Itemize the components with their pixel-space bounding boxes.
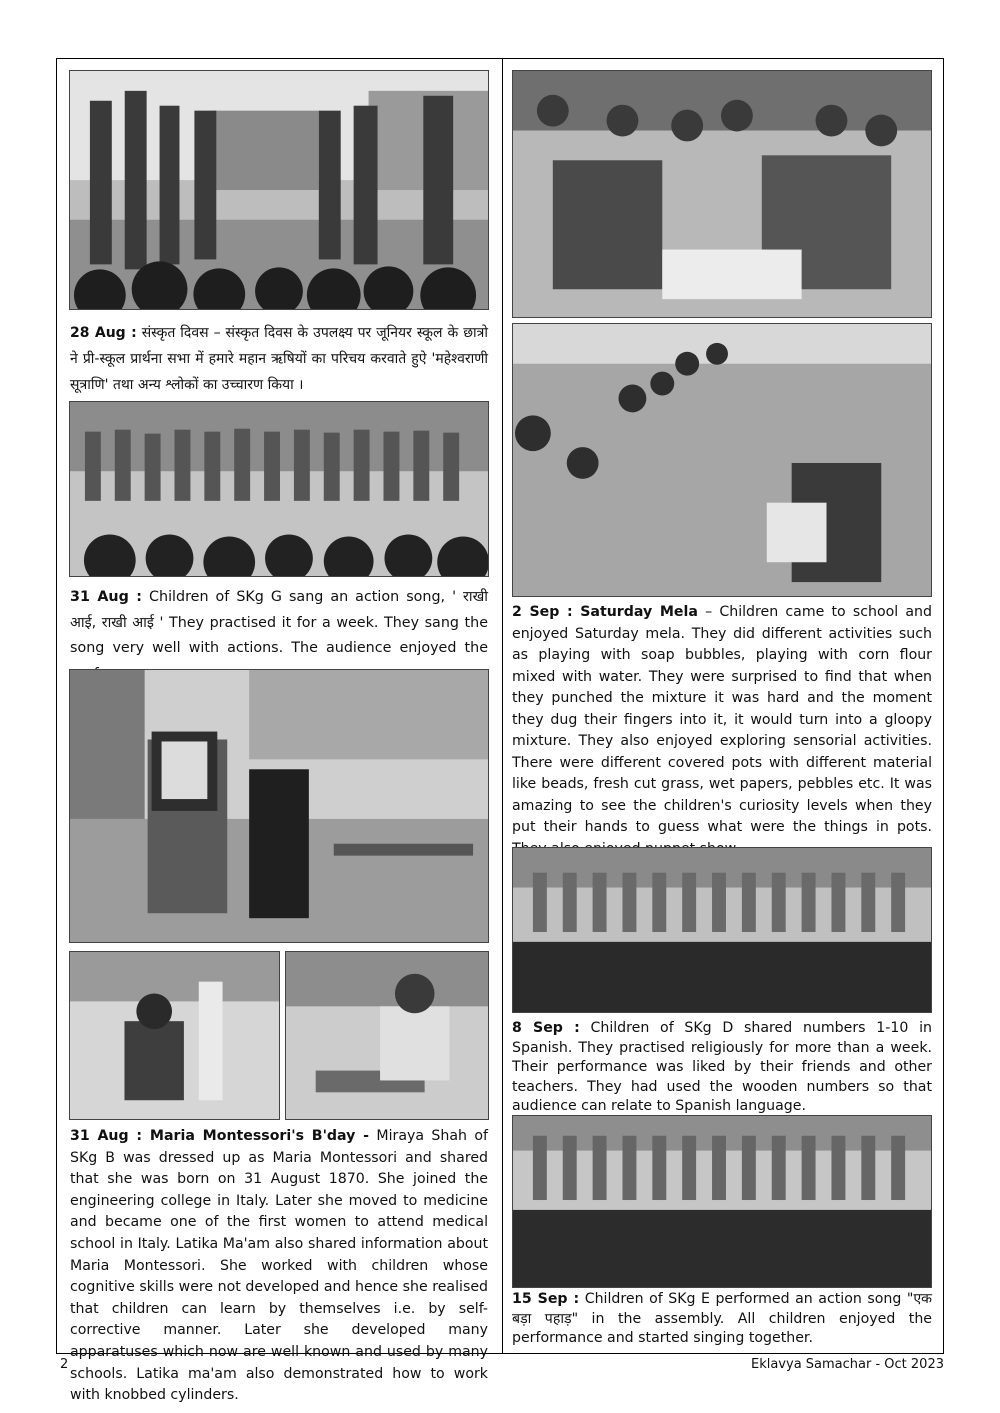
caption-date: 8 Sep : <box>512 1020 580 1036</box>
photo-montessori-tower <box>69 951 280 1120</box>
photo-action-song-assembly <box>512 1115 932 1288</box>
photo-montessori-dressup <box>69 669 489 943</box>
caption-date: 15 Sep : <box>512 1291 580 1307</box>
caption-text: – Children came to school and enjoyed Saturday mela. They did different activities such as playing with soap bubbles, playing with corn flour mixed with water. They were surprised to find that when they punched the mixture it was hard and the moment they dug their fingers into it, it would turn into a gloopy mixture. They also enjoyed exploring sensorial activities. There were different covered pots with different material like beads, fresh cut grass, wet papers, pebbles etc. It was amazing to see the children's curiosity levels when they put their hands to guess what were the things in pots. <box>512 604 932 835</box>
caption-text: Children of SKg D shared numbers 1-10 in Spanish. They practised religiously for more than a week. Their performance was liked by their friends and other teachers. They had used the wooden numbers so that audience can relate to Spanish language. <box>512 1020 932 1114</box>
photo-spanish-numbers <box>512 847 932 1013</box>
caption-text: Miraya Shah of SKg B was dressed up as Maria Montessori and shared that she was born on 31 August 1870. She joined the engineering college in Italy. Later she moved to medicine and became one of the first women to attend medical school in Italy. Latika Ma'am also shared information about Maria Montessori. She worked with children whose cognitive skills were not developed and hence she realised that children can learn by themselves i.e. by self-corrective manner. Later she developed many apparatuses which now are well known and used by many schools. Latika ma'am also demonstrated how to work with knobbed cylinders. <box>70 1128 488 1404</box>
photo-sanskrit-day <box>69 70 489 310</box>
column-divider <box>502 58 503 1354</box>
caption-spanish-numbers <box>512 1019 932 1117</box>
caption-date: 2 Sep : Saturday Mela <box>512 604 698 620</box>
caption-date: 28 Aug : <box>70 325 137 341</box>
caption-text: Children of SKg G sang an action song, ' राखी आई, राखी आई ' They practised it for a week. They sang the song very well with actions. The audience enjoyed the <box>70 589 489 656</box>
caption-text: Children of SKg E performed an action song "एक बड़ा पहाड़" in the assembly. All children enjoyed the performance and started singing together. <box>512 1291 933 1346</box>
caption-montessori-bday <box>70 1126 488 1407</box>
publication-footer: Eklavya Samachar - Oct 2023 <box>750 1357 944 1372</box>
page-number: 2 <box>60 1357 69 1372</box>
caption-saturday-mela <box>512 602 932 860</box>
photo-montessori-cylinders <box>285 951 489 1120</box>
caption-text: संस्कृत दिवस – संस्कृत दिवस के उपलक्ष्य पर जूनियर स्कूल के छात्रो ने प्री-स्कूल प्रार्थना सभा में हमारे महान ऋषियों का परिचय करवाते हुऐ 'महेश्वराणी सूत्राणि' तथा अन्य श्लोकों का उच्चारण किया । <box>70 325 489 393</box>
caption-date: 31 Aug : Maria Montessori's B'day - <box>70 1128 370 1144</box>
photo-saturday-mela-cornflour <box>512 70 932 318</box>
photo-saturday-mela-puppets <box>512 323 932 597</box>
caption-action-song-assembly <box>512 1290 932 1349</box>
caption-sanskrit-day <box>70 320 488 398</box>
caption-date: 31 Aug : <box>70 589 142 605</box>
photo-rakhi-song <box>69 401 489 577</box>
